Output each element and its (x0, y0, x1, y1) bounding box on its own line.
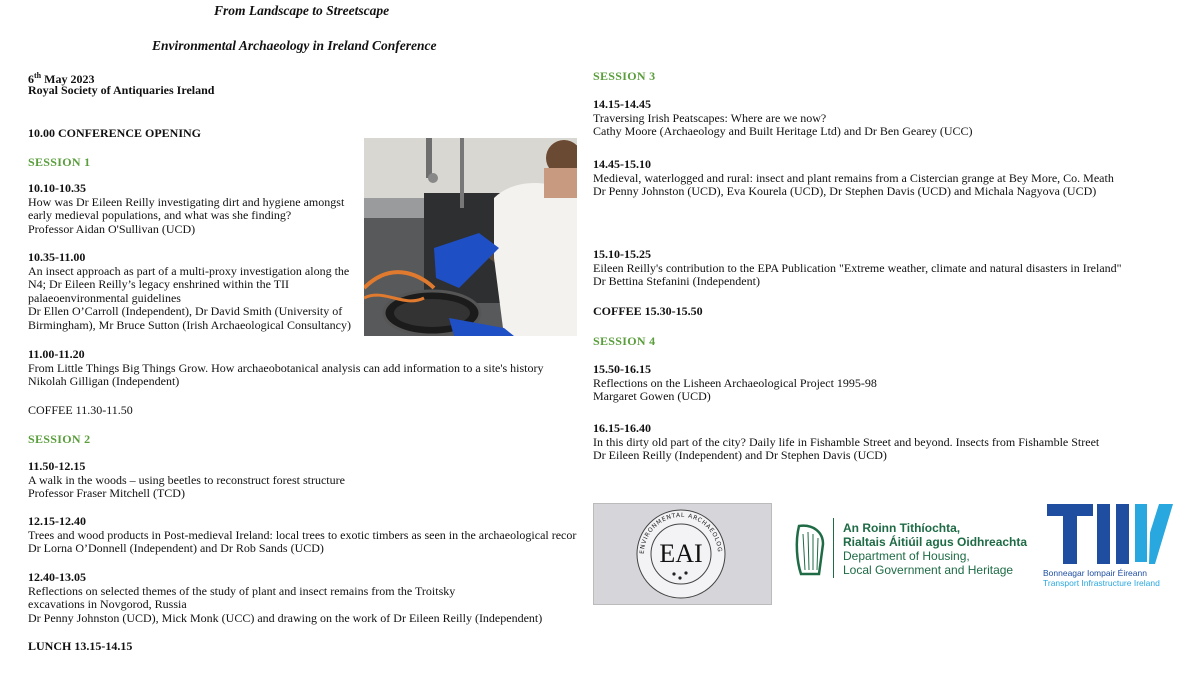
event-date: 6th May 2023 (28, 71, 95, 86)
talk-time: 14.45-15.10 (593, 157, 651, 171)
talk-line: Professor Fraser Mitchell (TCD) (28, 486, 185, 500)
dept-housing-logo (793, 518, 1033, 580)
talk-item (28, 460, 345, 501)
coffee-break-2: COFFEE 15.30-15.50 (593, 304, 703, 318)
talk-line: An insect approach as part of a multi-proxy investigation along the (28, 263, 350, 278)
lab-photo-illustration (364, 138, 577, 336)
talk-line: Dr Ellen O’Carroll (Independent), Dr David Smith (University of (28, 304, 343, 318)
talk-item (28, 182, 344, 236)
dept-logo-text: An Roinn Tithíochta, Rialtais Áitiúil agus Oidhreachta Department of Housing, Local Government and Heritage (843, 521, 1028, 577)
session-4-heading: SESSION 4 (593, 334, 656, 348)
talk-time: 11.00-11.20 (28, 347, 85, 361)
lab-photo (364, 138, 577, 336)
talk-line: Professor Aidan O'Sullivan (UCD) (28, 221, 196, 236)
talk-line: Dr Lorna O’Donnell (Independent) and Dr Rob Sands (UCD) (28, 541, 324, 555)
talk-item (28, 571, 542, 625)
talk-line: Reflections on selected themes of the study of plant and insect remains from the Troitsky (28, 583, 456, 598)
talk-line: Birmingham), Mr Bruce Sutton (Irish Archaeological Consultancy) (28, 317, 351, 332)
talk-line: Dr Penny Johnston (UCD), Mick Monk (UCC) and drawing on the work of Dr Eileen Reilly (Independent) (28, 610, 543, 625)
conference-title: From Landscape to Streetscape (214, 3, 390, 18)
talk-item (28, 348, 544, 389)
talk-time: 12.15-12.40 (28, 514, 86, 528)
tii-logo-mark (1047, 502, 1177, 566)
talk-time: 15.10-15.25 (593, 247, 651, 261)
talk-time: 16.15-16.40 (593, 421, 651, 435)
talk-line: palaeoenvironmental guidelines (28, 290, 181, 305)
session-1-heading: SESSION 1 (28, 155, 91, 169)
talk-line: Dr Penny Johnston (UCD), Eva Kourela (UCD), Dr Stephen Davis (UCD) and Michala Nagyova (UCD) (593, 184, 1097, 198)
talk-line: From Little Things Big Things Grow. How archaeobotanical analysis can add information to a site's history (28, 360, 544, 375)
tii-logo (1043, 502, 1183, 592)
talk-line: N4; Dr Eileen Reilly’s legacy enshrined within the TII (28, 277, 290, 291)
talk-line: excavations in Novgorod, Russia (28, 597, 187, 611)
talk-item (593, 422, 1099, 463)
coffee-break-1: COFFEE 11.30-11.50 (28, 403, 133, 417)
talk-time: 14.15-14.45 (593, 97, 651, 111)
session-2-heading: SESSION 2 (28, 432, 91, 446)
talk-item (593, 98, 973, 139)
talk-line: Medieval, waterlogged and rural: insect and plant remains from a Cistercian grange at Bey More, Co. Meath (593, 170, 1114, 185)
talk-time: 10.10-10.35 (28, 181, 86, 195)
talk-line: Dr Bettina Stefanini (Independent) (593, 274, 760, 288)
talk-line: Nikolah Gilligan (Independent) (28, 374, 180, 388)
tii-logo-text: Bonneagar Iompair Éireann Transport Infrastructure Ireland (1043, 568, 1160, 588)
talk-item (28, 515, 576, 556)
talk-line: Dr Eileen Reilly (Independent) and Dr Stephen Davis (UCD) (593, 448, 887, 462)
talk-line: Trees and wood products in Post-medieval Ireland: local trees to exotic timbers as seen in the archaeological recor (28, 527, 577, 542)
conference-subtitle: Environmental Archaeology in Ireland Conference (152, 38, 437, 53)
eai-logo-text: EAI (659, 539, 703, 568)
talk-item (28, 251, 351, 332)
eai-logo (593, 503, 772, 605)
talk-line: Cathy Moore (Archaeology and Built Heritage Ltd) and Dr Ben Gearey (UCC) (593, 124, 973, 138)
talk-line: Eileen Reilly's contribution to the EPA Publication "Extreme weather, climate and natural disasters in Ireland" (593, 260, 1122, 275)
eai-logo-mark (594, 504, 771, 604)
event-venue: Royal Society of Antiquaries Ireland (28, 83, 215, 97)
talk-line: Reflections on the Lisheen Archaeological Project 1995-98 (593, 375, 877, 390)
talk-item (593, 158, 1114, 199)
talk-line: In this dirty old part of the city? Daily life in Fishamble Street and beyond. Insects from Fishamble Street (593, 434, 1100, 449)
talk-time: 15.50-16.15 (593, 362, 651, 376)
talk-item (593, 363, 877, 404)
talk-time: 12.40-13.05 (28, 570, 86, 584)
harp-icon (793, 522, 827, 578)
session-3-heading: SESSION 3 (593, 69, 656, 83)
talk-line: early medieval populations, and what was she finding? (28, 208, 292, 222)
talk-time: 10.35-11.00 (28, 250, 86, 264)
logo-divider (833, 518, 834, 578)
lunch-break: LUNCH 13.15-14.15 (28, 639, 133, 653)
eai-ring-text: ENVIRONMENTAL ARCHAEOLOG (638, 511, 724, 555)
conference-opening: 10.00 CONFERENCE OPENING (28, 126, 202, 140)
talk-line: Traversing Irish Peatscapes: Where are we now? (593, 110, 827, 125)
talk-line: Margaret Gowen (UCD) (593, 389, 711, 403)
talk-item (593, 248, 1122, 289)
talk-time: 11.50-12.15 (28, 459, 86, 473)
talk-line: How was Dr Eileen Reilly investigating dirt and hygiene amongst (28, 194, 345, 209)
talk-line: A walk in the woods – using beetles to reconstruct forest structure (28, 472, 345, 487)
